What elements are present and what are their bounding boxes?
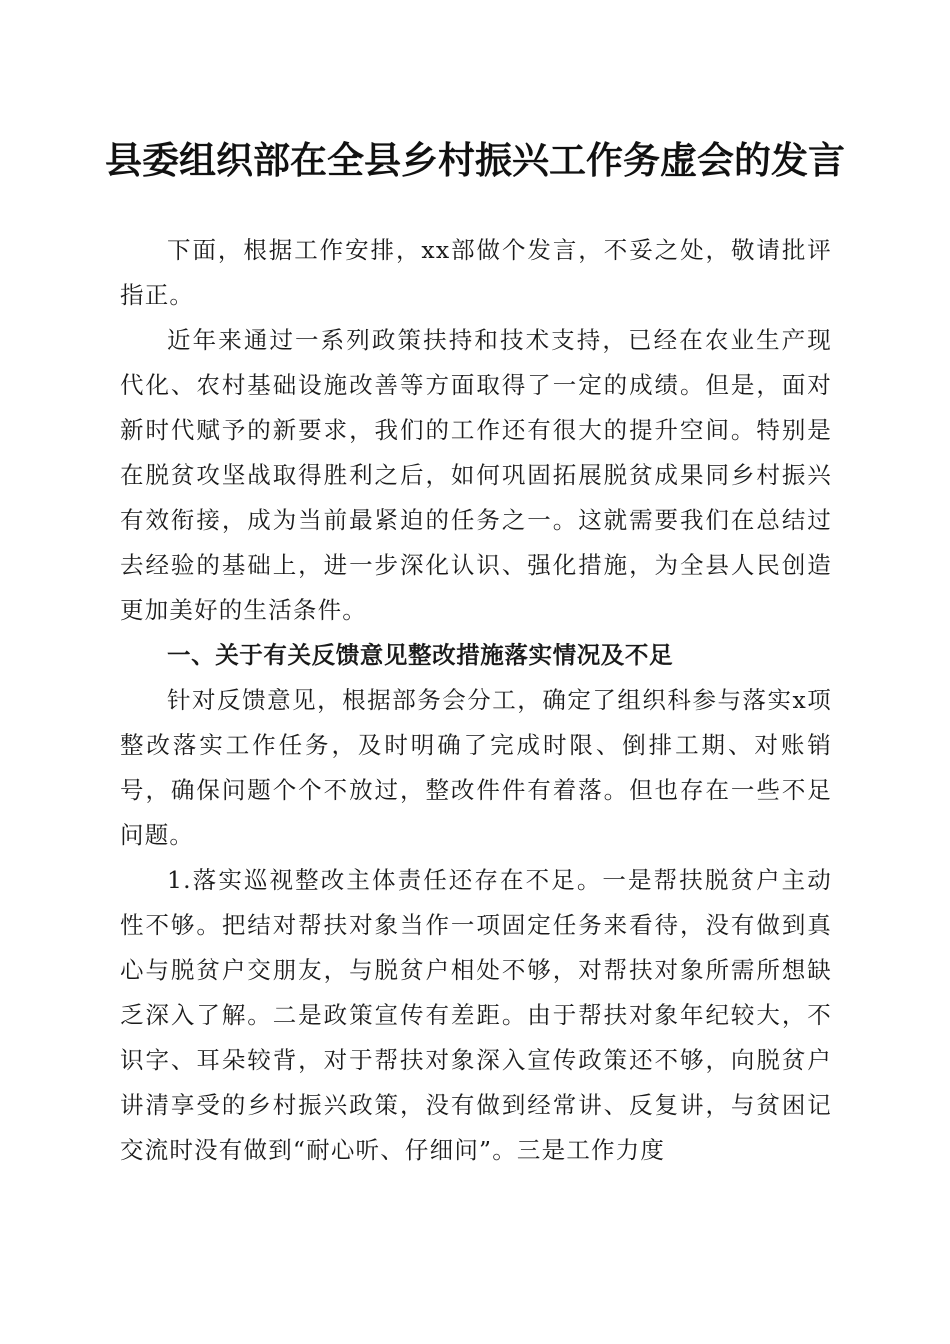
background-paragraph: 近年来通过一系列政策扶持和技术支持，已经在农业生产现代化、农村基础设施改善等方面取得了一定的成绩。但是，面对新时代赋予的新要求，我们的工作还有很大的提升空间。特别是在脱贫攻坚战取得胜利之后，如何巩固拓展脱贫成果同乡村振兴有效衔接，成为当前最紧迫的任务之一。这就需要我们在总结过去经验的基础上，进一步深化认识、强化措施，为全县人民创造更加美好的生活条件。 [120, 326, 832, 624]
document-title: 县委组织部在全县乡村振兴工作务虚会的发言 [105, 138, 845, 182]
feedback-paragraph: 针对反馈意见，根据部务会分工，确定了组织科参与落实x项整改落实工作任务，及时明确了完成时限、倒排工期、对账销号，确保问题个个不放过，整改件件有着落。但也存在一些不足问题。 [120, 686, 832, 849]
intro-paragraph: 下面，根据工作安排，xx部做个发言，不妥之处，敬请批评指正。 [120, 236, 832, 309]
document-body [120, 228, 832, 1173]
point-1-paragraph: 1.落实巡视整改主体责任还存在不足。一是帮扶脱贫户主动性不够。把结对帮扶对象当作一项固定任务来看待，没有做到真心与脱贫户交朋友，与脱贫户相处不够，对帮扶对象所需所想缺乏深入了解。二是政策宣传有差距。由于帮扶对象年纪较大，不识字、耳朵较背，对于帮扶对象深入宣传政策还不够，向脱贫户讲清享受的乡村振兴政策，没有做到经常讲、反复讲，与贫困记交流时没有做到“耐心听、仔细问”。三是工作力度 [120, 866, 832, 1164]
section-heading-1: 一、关于有关反馈意见整改措施落实情况及不足 [167, 641, 674, 669]
